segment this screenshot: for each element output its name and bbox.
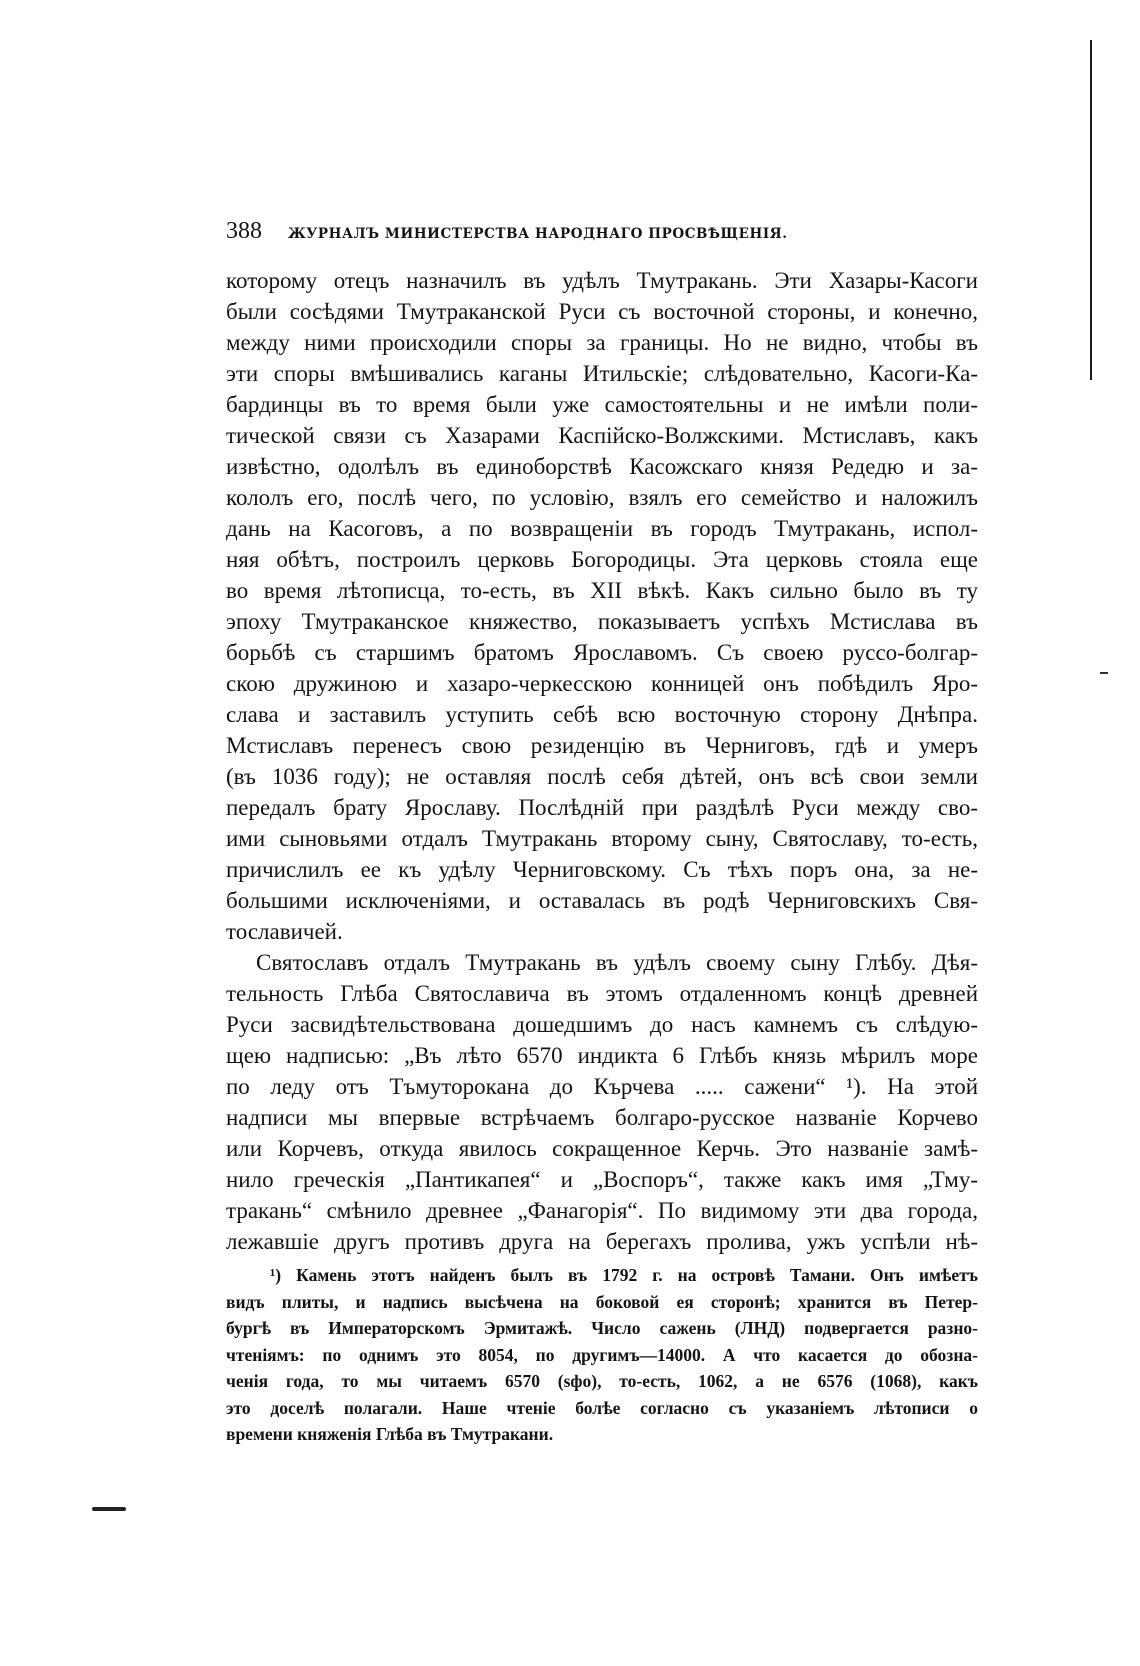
- footnote-line: это доселѣ полагали. Наше чтеніе болѣе согласно съ указаніемъ лѣтописи о: [226, 1397, 978, 1418]
- text-line: эти споры вмѣшивались каганы Итильскіе; слѣдовательно, Касоги-Ка-: [226, 361, 978, 386]
- text-line: во время лѣтописца, то-есть, въ XII вѣкѣ. Какъ сильно было въ ту: [226, 578, 978, 603]
- margin-mark: [1100, 672, 1108, 674]
- main-text: [226, 265, 978, 1257]
- text-line: тельность Глѣба Святославича въ этомъ отдаленномъ концѣ древней: [226, 981, 978, 1006]
- text-line: кололъ его, послѣ чего, по условію, взялъ его семейство и наложилъ: [226, 485, 978, 510]
- footnote-line: времени княженія Глѣба въ Тмутракани.: [226, 1424, 554, 1444]
- running-head: ЖУРНАЛЪ МИНИСТЕРСТВА НАРОДНАГО ПРОСВѢЩЕНІЯ.: [288, 226, 788, 242]
- text-line: бардинцы въ то время были уже самостоятельны и не имѣли поли-: [226, 392, 978, 417]
- page-number: 388: [226, 218, 262, 244]
- text-line: няя обѣтъ, построилъ церковь Богородицы. Эта церковь стояла еще: [226, 547, 978, 572]
- text-line: большими исключеніями, и оставалась въ родѣ Черниговскихъ Свя-: [226, 888, 978, 913]
- page-header: [226, 218, 966, 245]
- footnote-block: [226, 1262, 978, 1448]
- text-line: тославичей.: [226, 919, 343, 944]
- footnote-line: чтеніямъ: по однимъ это 8054, по другимъ—14000. А что касается до обозна-: [226, 1344, 978, 1365]
- text-line: (въ 1036 году); не оставляя послѣ себя дѣтей, онъ всѣ свои земли: [226, 764, 978, 789]
- footnote-line: ¹) Камень этотъ найденъ былъ въ 1792 г. на островѣ Тамани. Онъ имѣетъ: [270, 1265, 978, 1285]
- page-edge-rule: [1090, 40, 1092, 380]
- text-line: были сосѣдями Тмутраканской Руси съ восточной стороны, и конечно,: [226, 299, 978, 324]
- text-line: скою дружиною и хазаро-черкесскою конницей онъ побѣдилъ Яро-: [226, 671, 978, 696]
- text-line: дань на Касоговъ, а по возвращеніи въ городъ Тмутракань, испол-: [226, 516, 978, 541]
- text-line: тической связи съ Хазарами Каспійско-Волжскими. Мстиславъ, какъ: [226, 423, 978, 448]
- scan-mark: [92, 1507, 126, 1511]
- text-line: извѣстно, одолѣлъ въ единоборствѣ Касожскаго князя Редедю и за-: [226, 454, 978, 479]
- text-line: борьбѣ съ старшимъ братомъ Ярославомъ. Съ своею руссо-болгар-: [226, 640, 978, 665]
- text-line: между ними происходили споры за границы. Но не видно, чтобы въ: [226, 330, 978, 355]
- text-line: слава и заставилъ уступить себѣ всю восточную сторону Днѣпра.: [226, 702, 978, 727]
- text-line: ими сыновьями отдалъ Тмутракань второму сыну, Святославу, то-есть,: [226, 826, 978, 851]
- footnote-line: видъ плиты, и надпись высѣчена на боковой ея сторонѣ; хранится въ Петер-: [226, 1291, 978, 1312]
- text-line: тракань“ смѣнило древнее „Фанагорія“. По видимому эти два города,: [226, 1198, 978, 1223]
- text-line: по леду отъ Тъмуторокана до Кърчева ..... сажени“ ¹). На этой: [226, 1074, 978, 1099]
- footnote-line: бургѣ въ Императорскомъ Эрмитажѣ. Число сажень (ЛНД) подвергается разно-: [226, 1318, 978, 1338]
- text-line: причислилъ ее къ удѣлу Черниговскому. Съ тѣхъ поръ она, за не-: [226, 857, 978, 882]
- text-line: эпоху Тмутраканское княжество, показываетъ успѣхъ Мстислава въ: [226, 609, 978, 634]
- text-line: передалъ брату Ярославу. Послѣдній при раздѣлѣ Руси между сво-: [226, 795, 978, 820]
- text-line: Руси засвидѣтельствована дошедшимъ до насъ камнемъ съ слѣдую-: [226, 1012, 978, 1037]
- text-line: лежавшіе другъ противъ друга на берегахъ пролива, ужъ успѣли нѣ-: [226, 1229, 978, 1254]
- text-line: которому отецъ назначилъ въ удѣлъ Тмутракань. Эти Хазары-Касоги: [226, 268, 978, 293]
- text-line: или Корчевъ, откуда явилось сокращенное Керчь. Это названіе замѣ-: [226, 1136, 978, 1161]
- text-line: надписи мы впервые встрѣчаемъ болгаро-русское названіе Корчево: [226, 1105, 978, 1130]
- footnote-line: ченія года, то мы читаемъ 6570 (ѕфо), то-есть, 1062, а не 6576 (1068), какъ: [226, 1371, 978, 1391]
- text-line: Мстиславъ перенесъ свою резиденцію въ Черниговъ, гдѣ и умеръ: [226, 733, 978, 758]
- text-line: нило греческія „Пантикапея“ и „Воспоръ“, также какъ имя „Тму-: [226, 1167, 978, 1192]
- text-line: Святославъ отдалъ Тмутракань въ удѣлъ своему сыну Глѣбу. Дѣя-: [256, 950, 978, 975]
- text-line: щею надписью: „Въ лѣто 6570 индикта 6 Глѣбъ князь мѣрилъ море: [226, 1043, 978, 1068]
